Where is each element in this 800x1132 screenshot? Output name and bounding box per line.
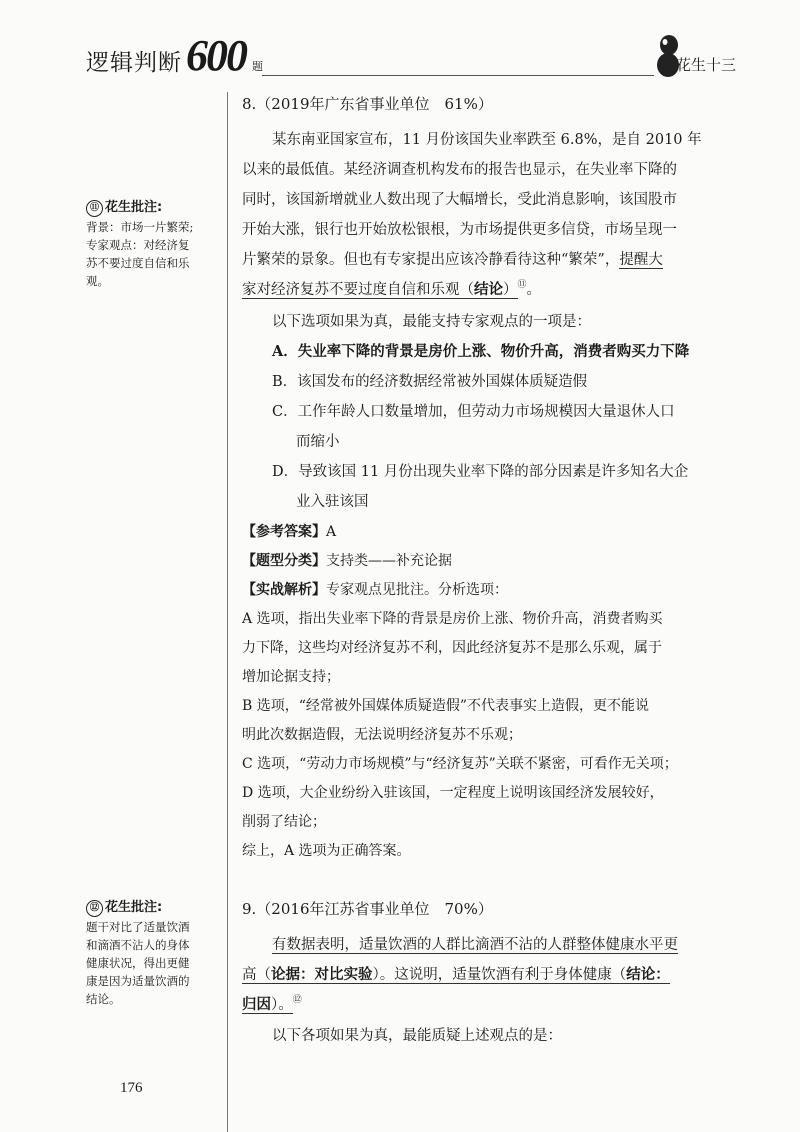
question-8-text: 家对经济复苏不要过度自信和乐观（结论）⑪。 (242, 280, 542, 298)
option-d-cont: 业入驻该国 (296, 494, 369, 510)
sidenote-line: 结论。 (86, 992, 121, 1006)
question-9-prompt: 以下各项如果为真，最能质疑上述观点的是： (272, 1028, 562, 1044)
analysis-line: 力下降，这些均对经济复苏不利，因此经济复苏不是那么乐观，属于 (242, 640, 662, 656)
analysis-line: B 选项，“经常被外国媒体质疑造假”不代表事实上造假，更不能说 (242, 698, 650, 714)
question-8-heading: 8.（2019年广东省事业单位 61%） (242, 95, 493, 113)
page-number: 176 (120, 1080, 143, 1096)
sidenote-line: 专家观点：对经济复 (86, 238, 190, 252)
sidenote-12 (86, 898, 221, 1008)
analysis-line: D 选项，大企业纷纷入驻该国，一定程度上说明该国经济发展较好， (242, 785, 664, 801)
analysis-header: 【实战解析】专家观点见批注。分析选项： (242, 582, 508, 598)
sidenote-line: 健康状况，得出更健 (86, 956, 190, 970)
book-title-number: 600 (186, 31, 246, 80)
question-8-prompt: 以下选项如果为真，最能支持专家观点的一项是： (272, 314, 591, 330)
option-d: D．导致该国 11 月份出现失业率下降的部分因素是许多知名大企 (272, 464, 689, 480)
question-8-text: 同时，该国新增就业人数出现了大幅增长，受此消息影响，该国股市 (242, 192, 677, 208)
question-9-text: 高（论据：对比实验）。这说明，适量饮酒有利于身体健康（结论： (242, 967, 670, 983)
book-title-suffix: 题 (252, 60, 263, 73)
brand-badge: 花生十三 (676, 56, 737, 74)
annotation-ref-11: ⑪ (517, 280, 527, 290)
question-8-text: 片繁荣的景象。但也有专家提出应该冷静看待这种“繁荣”，提醒大 (242, 252, 663, 268)
reference-answer: 【参考答案】A (242, 524, 337, 540)
question-type: 【题型分类】支持类——补充论据 (242, 553, 452, 569)
sidenote-line: 观。 (86, 274, 109, 288)
book-title: 逻辑判断 (86, 50, 182, 76)
option-c: C．工作年龄人口数量增加，但劳动力市场规模因大量退休人口 (272, 404, 675, 420)
option-a: A．失业率下降的背景是房价上涨、物价升高，消费者购买力下降 (272, 343, 690, 360)
sidenote-title: 花生批注: (105, 900, 163, 915)
sidenote-line: 题干对比了适量饮酒 (86, 920, 190, 934)
analysis-line: 削弱了结论； (242, 814, 326, 830)
highlighted-conclusion: 提醒大 (619, 252, 663, 268)
analysis-line: 明此次数据造假，无法说明经济复苏不乐观； (242, 727, 522, 743)
sidenote-line: 苏不要过度自信和乐 (86, 256, 190, 270)
question-8-text: 某东南亚国家宣布，11 月份该国失业率跌至 6.8%，是自 2010 年 (272, 132, 702, 148)
header-rule (262, 75, 654, 76)
analysis-line: A 选项，指出失业率下降的背景是房价上涨、物价升高，消费者购买 (242, 611, 663, 627)
sidenote-line: 和滴酒不沾人的身体 (86, 938, 190, 952)
sidenote-title: 花生批注: (105, 200, 163, 215)
analysis-line: 综上，A 选项为正确答案。 (242, 843, 411, 859)
sidenote-number: ⑪ (86, 200, 103, 217)
question-9-text: 有数据表明，适量饮酒的人群比滴酒不沾的人群整体健康水平更 (272, 937, 678, 953)
annotation-ref-12: ⑫ (292, 995, 302, 1005)
margin-divider (227, 92, 228, 1132)
option-c-cont: 而缩小 (296, 434, 340, 450)
question-8-text: 开始大涨，银行也开始放松银根，为市场提供更多信贷，市场呈现一 (242, 222, 677, 238)
analysis-line: 增加论据支持； (242, 669, 340, 685)
sidenote-number: ⑫ (86, 900, 103, 917)
analysis-line: C 选项，“劳动力市场规模”与“经济复苏”关联不紧密，可看作无关项； (242, 756, 678, 772)
sidenote-11 (86, 198, 221, 290)
sidenote-line: 背景：市场一片繁荣; (86, 220, 194, 234)
question-8-text: 以来的最低值。某经济调查机构发布的报告也显示，在失业率下降的 (242, 162, 677, 178)
question-9-heading: 9.（2016年江苏省事业单位 70%） (242, 900, 493, 918)
sidenote-line: 康是因为适量饮酒的 (86, 974, 190, 988)
question-9-text: 归因）。⑫ (242, 995, 302, 1013)
option-b: B．该国发布的经济数据经常被外国媒体质疑造假 (272, 374, 588, 390)
highlighted-conclusion: 家对经济复苏不要过度自信和乐观（结论） (242, 282, 518, 298)
